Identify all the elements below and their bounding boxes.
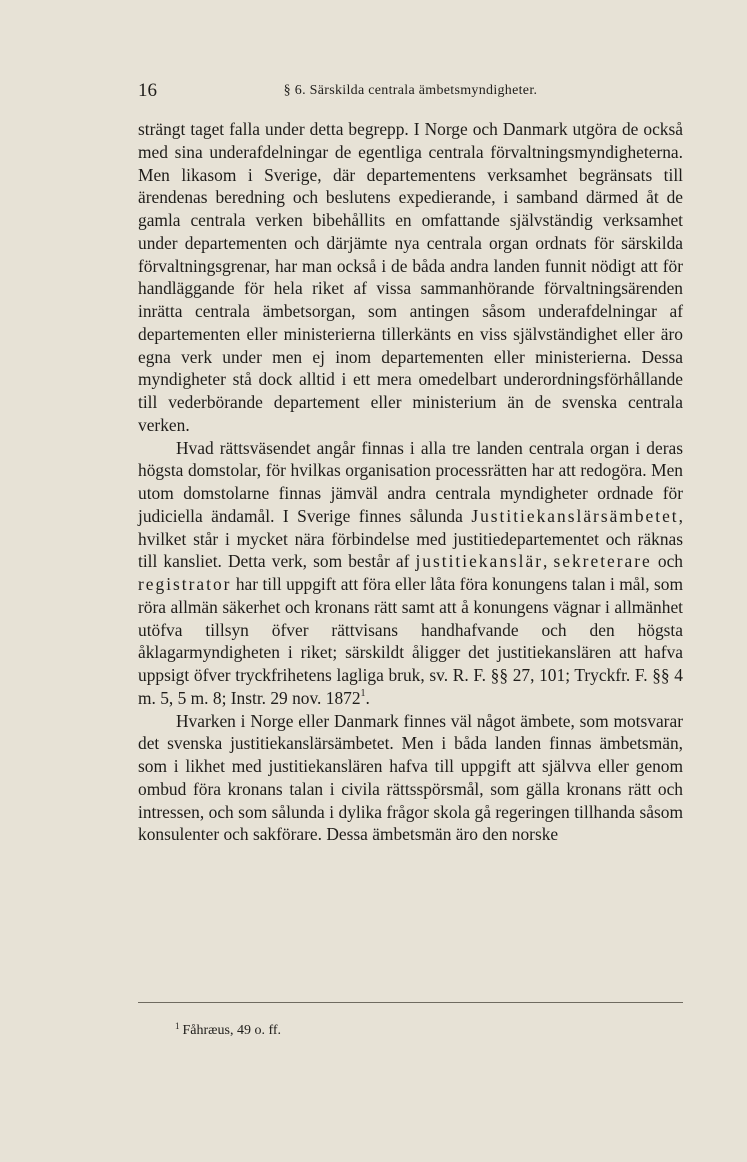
footnote-reference: 1 <box>360 687 366 699</box>
page-number: 16 <box>138 80 157 101</box>
emphasized-term: registrator <box>138 574 232 594</box>
paragraph <box>138 710 683 847</box>
text-run: Hvarken i Norge eller Danmark finnes väl något ämbete, som motsvarar det svenska justitiekanslärsämbetet. Men i båda landen finnas ämbetsmän, som i likhet med justitiekanslären hafva till uppgift att självva eller genom ombud föra kronans talan i civila rättsspörsmål, som gälla kronans rätt och intressen, och som sålunda i dylika frågor skola gå regeringen tillhanda såsom konsulenter och sakförare. Dessa ämbetsmän äro den norske <box>138 710 683 845</box>
text-run: , <box>543 551 554 572</box>
footnote-text: Fåhræus, 49 o. ff. <box>182 1023 282 1038</box>
emphasized-term: justitiekanslär <box>415 551 544 572</box>
paragraph <box>138 118 683 437</box>
text-run: och <box>651 551 683 572</box>
footnote <box>175 1021 281 1041</box>
running-title: § 6. Särskilda centrala ämbetsmyndigheter. <box>283 83 538 98</box>
footnote-mark: 1 <box>175 1021 180 1031</box>
text-run: har till uppgift att föra eller låta föra konungens talan i mål, som röra allmän säkerhet och kronans rätt samt att å konungens vägnar i allmänhet utöfva tillsyn öfver rättvisans handhafvande och den högsta åklagarmyndigheten i riket; särskildt åligger det justitiekanslären att hafva uppsigt öfver tryckfrihetens lagliga bruk, sv. R. F. §§ 27, 101; Tryckfr. F. §§ 4 m. 5, 5 m. 8; Instr. 29 nov. 1872 <box>138 574 683 708</box>
paragraph <box>138 437 683 710</box>
text-run: strängt taget falla under detta begrepp. I Norge och Danmark utgöra de också med sina underafdelningar de egentliga centrala förvaltningsmyndigheterna. Men likasom i Sverige, där departementens verksamhet begränsats till ärendenas beredning och beslutens expedierande, i samband därmed åt de gamla centrala verken bibehållits en omfattande självständig verksamhet under departementen och därjämte nya centrala organ ordnats för särskilda förvaltningsgrenar, har man också i de båda andra landen funnit nödigt att för handläggande för hela riket af vissa sammanhörande förvaltningsärenden inrätta centrala ämbetsorgan, som antingen såsom underafdelningar af departementen eller ministerierna tillerkänts en viss självständighet eller äro egna verk under men ej inom departementen eller ministerierna. Dessa myndigheter stå dock alltid i ett mera omedelbart underordningsförhållande till vederbörande departement eller ministerium än de svenska centrala verken. <box>138 119 683 435</box>
text-run: . <box>365 687 370 708</box>
text-run: , hvilket står i mycket nära förbindelse med justitiedepartementet och räknas till kansliet. Detta verk, som består af <box>138 505 683 572</box>
page-header <box>138 78 683 104</box>
emphasized-term: sekreterare <box>553 551 652 572</box>
footnote-divider <box>138 1002 683 1003</box>
emphasized-term: Justitiekanslärsämbetet <box>471 505 679 526</box>
body-text <box>138 118 683 846</box>
text-run: Hvad rättsväsendet angår finnas i alla tre landen centrala organ i deras högsta domstolar, för hvilkas organisation processrätten har att redogöra. Men utom domstolarne finnas jämväl andra centrala myndigheter ordnade för judiciella ändamål. I Sverige finnes sålunda <box>138 437 683 526</box>
